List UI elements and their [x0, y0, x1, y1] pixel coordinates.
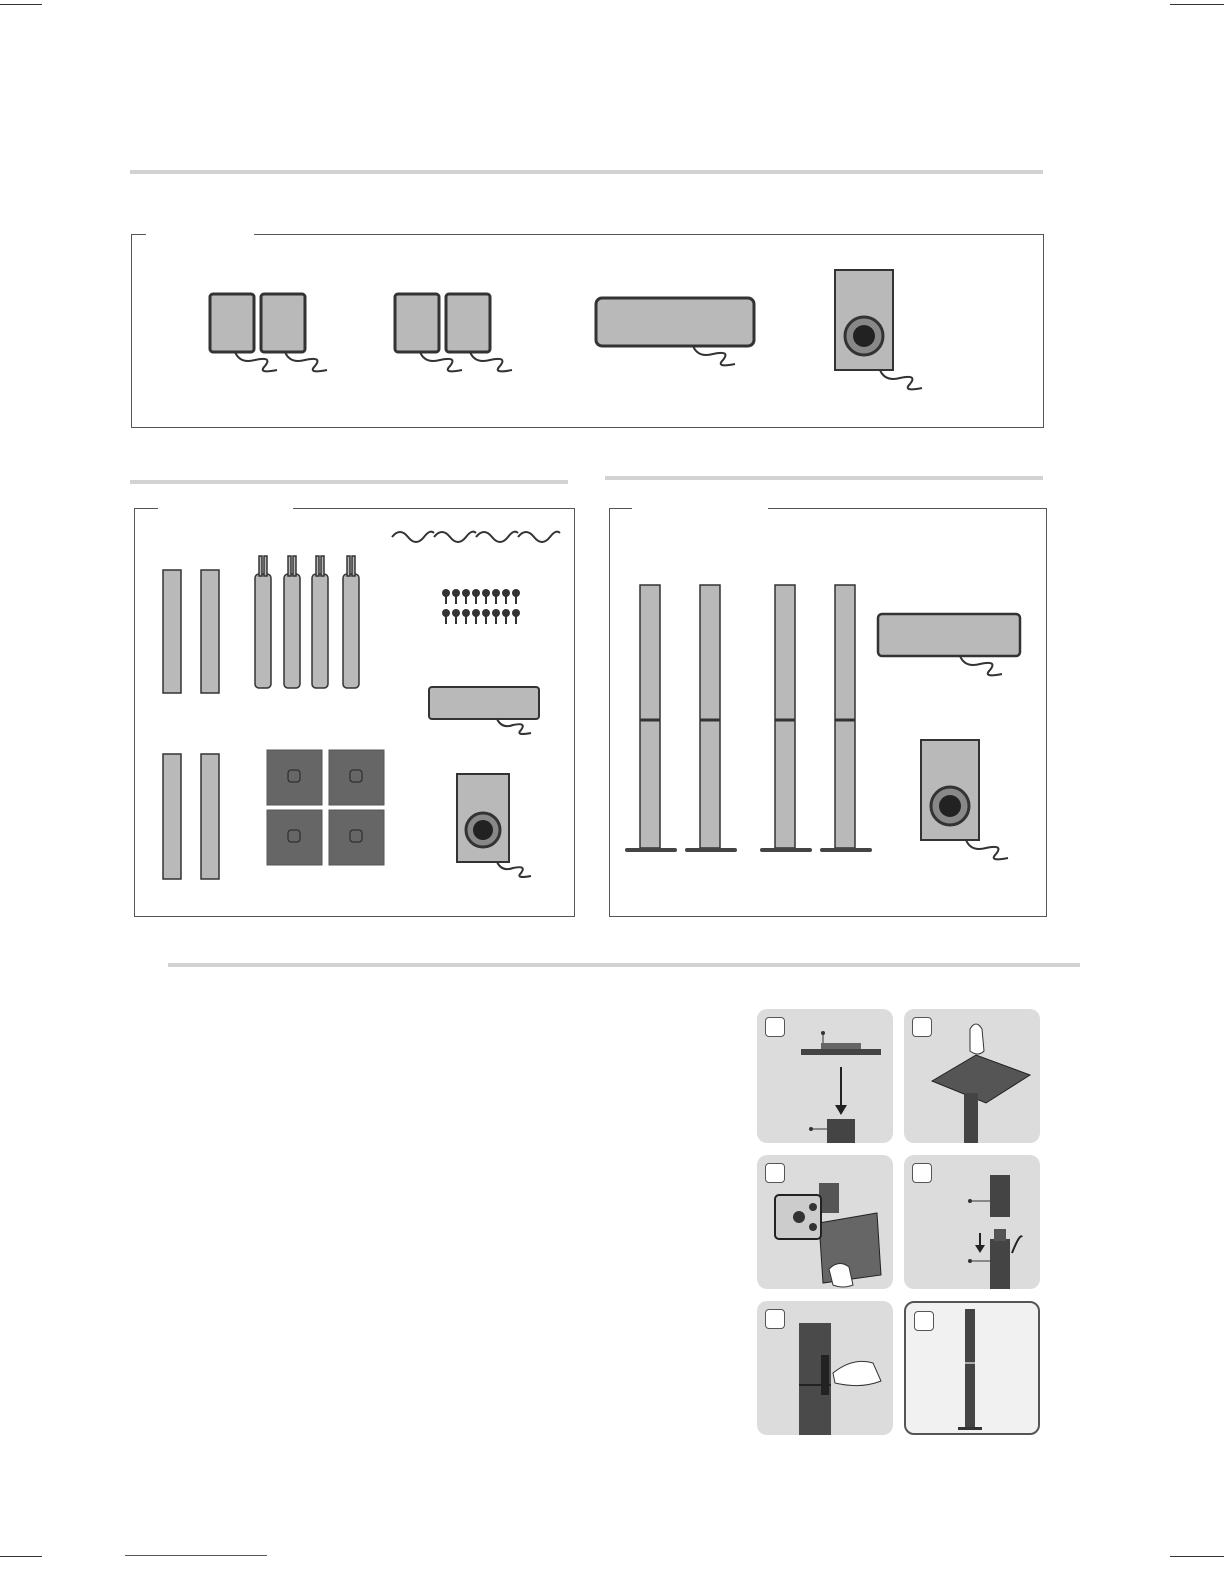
parts-box-tab: [158, 508, 293, 509]
footer-link-underline: [125, 1555, 267, 1556]
assembly-step-2: [904, 1009, 1040, 1143]
upper-speaker-columns: [160, 568, 224, 698]
surround-speakers-illustration: [390, 290, 530, 380]
assembly-step-3: [757, 1155, 893, 1289]
section-rule-left: [130, 480, 568, 484]
stand-base-attach-illustration: [797, 1029, 887, 1143]
section-rule-bottom: [168, 963, 1080, 967]
assembled-box-tab: [632, 508, 768, 509]
speaker-set-box-tab: [146, 234, 254, 235]
assembled-subwoofer: [918, 737, 1018, 865]
tallboy-speakers-illustration: [623, 582, 863, 854]
screw-detail-illustration: [773, 1179, 893, 1289]
parts-subwoofer: [455, 772, 545, 887]
section-rule-right: [605, 476, 1043, 480]
assembly-step-4: [904, 1155, 1040, 1289]
stand-poles-illustration: [248, 554, 368, 694]
speaker-cables-illustration: [388, 523, 558, 553]
screws-illustration: [440, 588, 524, 628]
step-number-box: [912, 1163, 932, 1183]
section-rule-top: [130, 170, 1043, 174]
step-number-box: [765, 1309, 785, 1329]
parts-center-speaker: [427, 685, 567, 735]
pole-join-illustration: [960, 1169, 1030, 1289]
base-screw-illustration: [926, 1017, 1036, 1143]
crop-mark-top-left: [0, 4, 42, 5]
step-number-box: [914, 1311, 934, 1331]
front-speakers-illustration: [205, 290, 345, 380]
subwoofer-illustration: [832, 267, 932, 395]
assembly-step-5: [757, 1301, 893, 1435]
cable-connect-illustration: [793, 1321, 889, 1435]
assembled-center-speaker: [875, 611, 1035, 681]
stand-bases-illustration: [265, 748, 387, 868]
crop-mark-bottom-left: [0, 1556, 42, 1557]
assembly-step-6: [904, 1301, 1040, 1435]
crop-mark-top-right: [1170, 4, 1224, 5]
center-speaker-illustration: [593, 295, 763, 380]
assembly-step-1: [757, 1009, 893, 1143]
lower-speaker-columns: [160, 752, 224, 882]
completed-tallboy-illustration: [956, 1309, 986, 1431]
crop-mark-bottom-right: [1170, 1556, 1224, 1557]
step-number-box: [765, 1017, 785, 1037]
